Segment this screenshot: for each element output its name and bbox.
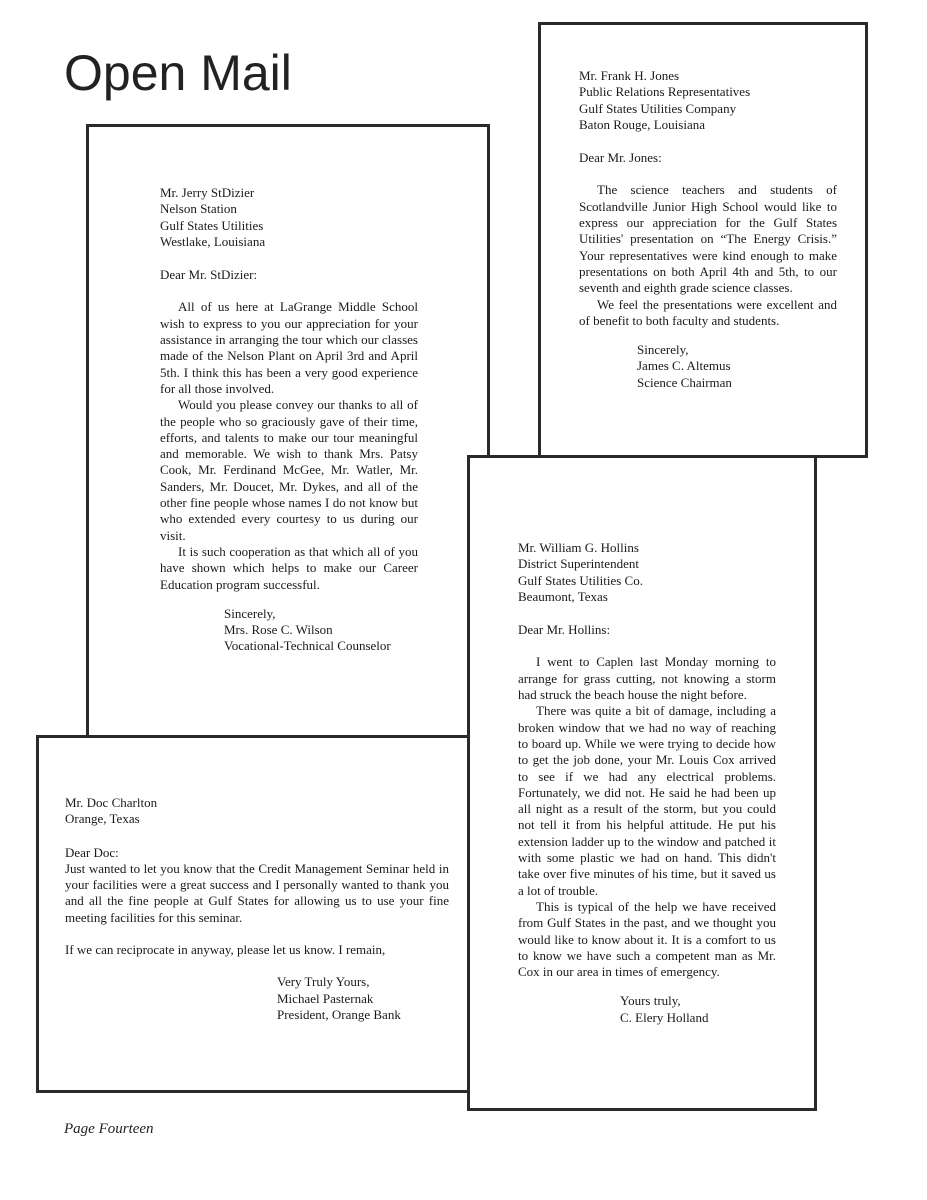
salutation: Dear Mr. StDizier: <box>160 267 258 283</box>
letter-content <box>518 540 776 1026</box>
letter-to-jones <box>538 22 868 458</box>
signature-block <box>224 606 418 655</box>
recipient-address <box>65 795 449 828</box>
salutation: Dear Mr. Jones: <box>579 150 662 166</box>
address-line: District Superintendent <box>518 556 639 572</box>
paragraph: Just wanted to let you know that the Credit Management Seminar held in your facilities were a great success and I personally wanted to thank you and all the fine people at Gulf States for allowing us to use your fine meeting facilities for this seminar. <box>65 860 449 925</box>
letter-to-stdizier <box>86 124 490 744</box>
signer-name: Michael Pasternak <box>277 990 374 1006</box>
address-line: Mr. Frank H. Jones <box>579 68 680 83</box>
address-line: Mr. William G. Hollins <box>518 540 639 555</box>
closing: Sincerely, <box>637 342 689 358</box>
signer-title: Vocational-Technical Counselor <box>224 638 391 654</box>
paragraph: All of us here at LaGrange Middle School wish to express to you our appreciation for your assistance in arranging the tour which our classes made of the Nelson Plant on April 3rd and April 5th. I think this has been a very good experience for all those involved. <box>160 299 418 396</box>
address-line: Mr. Doc Charlton <box>65 795 158 810</box>
paragraph: The science teachers and students of Scotlandville Junior High School would like to express our appreciation for the Gulf States Utilities' presentation on “The Energy Crisis.” Your representatives were kind enough to make presentations on both April 4th and 5th, to our seventh and eighth grade science classes. <box>579 182 837 296</box>
letter-content <box>65 795 449 1023</box>
paragraph: There was quite a bit of damage, including a broken window that we had no way of reaching to board up. While we were trying to decide how to get the job done, your Mr. Louis Cox arrived to see if we had any electrical problems. Fortunately, we did not. He said he had been up all night as a result of the storm, but you could not tell it from his helpful attitude. He put his extension ladder up to the window and patched it with some plastic we had on hand. This didn't take over five minutes of his time, but it saved us a lot of trouble. <box>518 703 776 898</box>
closing: Very Truly Yours, <box>277 974 370 990</box>
closing: Yours truly, <box>620 993 681 1009</box>
signature-block <box>620 993 776 1026</box>
letter-body <box>65 861 449 958</box>
letter-body <box>518 654 776 980</box>
paragraph: This is typical of the help we have received from Gulf States in the past, and we thought you would like to know about it. It is a comfort to us to know we have such a competent man as Mr. Cox in our area in times of emergency. <box>518 898 776 980</box>
address-line: Nelson Station <box>160 201 237 217</box>
recipient-address <box>160 185 418 250</box>
paragraph: We feel the presentations were excellent and of benefit to both faculty and students. <box>579 296 837 328</box>
salutation: Dear Mr. Hollins: <box>518 622 611 638</box>
signer-name: James C. Altemus <box>637 358 731 374</box>
page-title: Open Mail <box>64 45 292 101</box>
letter-content <box>160 185 418 655</box>
signature-block <box>637 342 837 391</box>
letter-content <box>579 68 837 391</box>
page-number: Page Fourteen <box>64 1121 154 1137</box>
signer-title: Science Chairman <box>637 374 732 390</box>
paragraph: It is such cooperation as that which all of you have shown which helps to make our Career Education program successful. <box>160 543 418 592</box>
salutation: Dear Doc: <box>65 844 119 860</box>
paragraph: Would you please convey our thanks to all of the people who so graciously gave of their time, efforts, and talents to make our tour meaningful and memorable. We wish to thank Mrs. Patsy Cook, Mr. Ferdinand McGee, Mr. Watler, Mr. Sanders, Mr. Doucet, Mr. Dykes, and all of the other fine people whose names I do not know but who extended every courtesy to us during our visit. <box>160 397 418 543</box>
paragraph: I went to Caplen last Monday morning to arrange for grass cutting, not knowing a storm had struck the beach house the night before. <box>518 654 776 703</box>
closing: Sincerely, <box>224 605 276 621</box>
paragraph: If we can reciprocate in anyway, please let us know. I remain, <box>65 942 386 958</box>
recipient-address <box>518 540 776 605</box>
address-line: Mr. Jerry StDizier <box>160 185 255 200</box>
letter-body <box>160 299 418 592</box>
address-line: Orange, Texas <box>65 811 140 827</box>
address-line: Baton Rouge, Louisiana <box>579 116 706 132</box>
signer-title: President, Orange Bank <box>277 1006 401 1022</box>
letter-to-charlton <box>36 735 470 1093</box>
letter-body <box>579 182 837 329</box>
recipient-address <box>579 68 837 133</box>
letter-to-hollins <box>467 455 817 1111</box>
signer-name: Mrs. Rose C. Wilson <box>224 622 333 638</box>
address-line: Gulf States Utilities Co. <box>518 572 643 588</box>
address-line: Gulf States Utilities Company <box>579 100 737 116</box>
address-line: Public Relations Representatives <box>579 84 751 100</box>
address-line: Gulf States Utilities <box>160 217 264 233</box>
signer-name: C. Elery Holland <box>620 1009 709 1025</box>
address-line: Beaumont, Texas <box>518 588 608 604</box>
address-line: Westlake, Louisiana <box>160 233 266 249</box>
signature-block <box>277 974 449 1023</box>
